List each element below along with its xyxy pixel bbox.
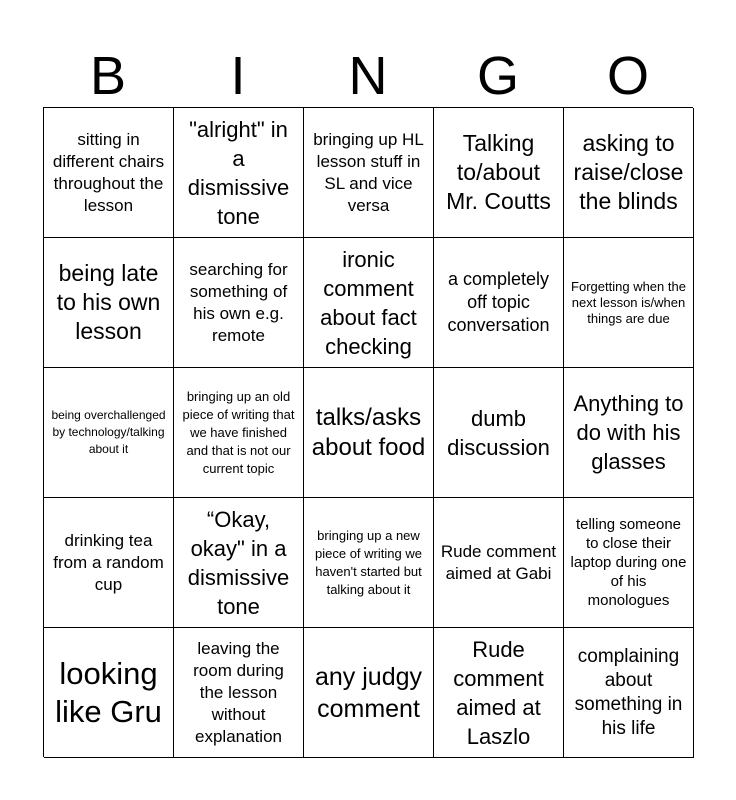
header-letter-o: O	[606, 46, 649, 106]
bingo-cell	[174, 238, 304, 368]
cell-text: Anything to do with his glasses	[573, 391, 684, 474]
bingo-cell	[44, 108, 174, 238]
bingo-cell	[434, 238, 564, 368]
bingo-cell	[174, 498, 304, 628]
bingo-cell	[434, 498, 564, 628]
cell-text: bringing up a new piece of writing we haven't started but talking about it	[315, 527, 422, 597]
cell-text: complaining about something in his life	[574, 645, 683, 739]
header-letter-i: I	[230, 46, 246, 106]
bingo-cell	[304, 238, 434, 368]
bingo-cell	[304, 628, 434, 758]
cell-text: “Okay, okay" in a dismissive tone	[187, 506, 290, 619]
bingo-cell	[174, 628, 304, 758]
cell-text: searching for something of his own e.g. remote	[189, 259, 288, 345]
bingo-cell	[434, 368, 564, 498]
bingo-cell	[174, 368, 304, 498]
header-letter-n: N	[348, 46, 388, 106]
cell-text: talks/asks about food	[311, 403, 426, 461]
bingo-header	[43, 44, 693, 108]
cell-text: drinking tea from a random cup	[53, 530, 164, 594]
cell-text: ironic comment about fact checking	[320, 246, 417, 359]
bingo-cell	[564, 628, 694, 758]
bingo-cell	[174, 108, 304, 238]
bingo-cell	[564, 498, 694, 628]
bingo-cell	[434, 108, 564, 238]
bingo-cell	[434, 628, 564, 758]
bingo-cell	[564, 108, 694, 238]
header-letter-g: G	[476, 46, 519, 106]
cell-text: dumb discussion	[447, 405, 550, 460]
cell-text: leaving the room during the lesson without explanation	[193, 638, 284, 746]
bingo-cell	[564, 238, 694, 368]
bingo-cell	[304, 368, 434, 498]
bingo-grid	[43, 107, 693, 757]
cell-text: sitting in different chairs throughout the lesson	[52, 129, 165, 215]
cell-text: telling someone to close their laptop during one of his monologues	[570, 516, 687, 609]
cell-text: Rude comment aimed at Laszlo	[453, 636, 544, 749]
cell-text: bringing up an old piece of writing that we have finished and that is not our current topic	[182, 388, 295, 476]
bingo-cell	[304, 108, 434, 238]
cell-text: any judgy comment	[314, 662, 423, 723]
bingo-cell	[44, 368, 174, 498]
bingo-cell	[304, 498, 434, 628]
header-letter-b: B	[89, 46, 127, 106]
cell-text: asking to raise/close the blinds	[573, 130, 684, 214]
bingo-cell	[44, 628, 174, 758]
cell-text: bringing up HL lesson stuff in SL and vice versa	[313, 129, 424, 215]
bingo-cell	[564, 368, 694, 498]
cell-text: a completely off topic conversation	[447, 269, 550, 335]
bingo-cell	[44, 498, 174, 628]
cell-text: Talking to/about Mr. Coutts	[446, 130, 551, 214]
cell-text: Rude comment aimed at Gabi	[440, 541, 557, 583]
bingo-cell	[44, 238, 174, 368]
cell-text: "alright" in a dismissive tone	[187, 116, 290, 229]
cell-text: looking like Gru	[55, 655, 162, 729]
cell-text: Forgetting when the next lesson is/when things are due	[571, 278, 686, 326]
cell-text: being overchallenged by technology/talking about it	[51, 408, 166, 456]
cell-text: being late to his own lesson	[56, 260, 161, 344]
